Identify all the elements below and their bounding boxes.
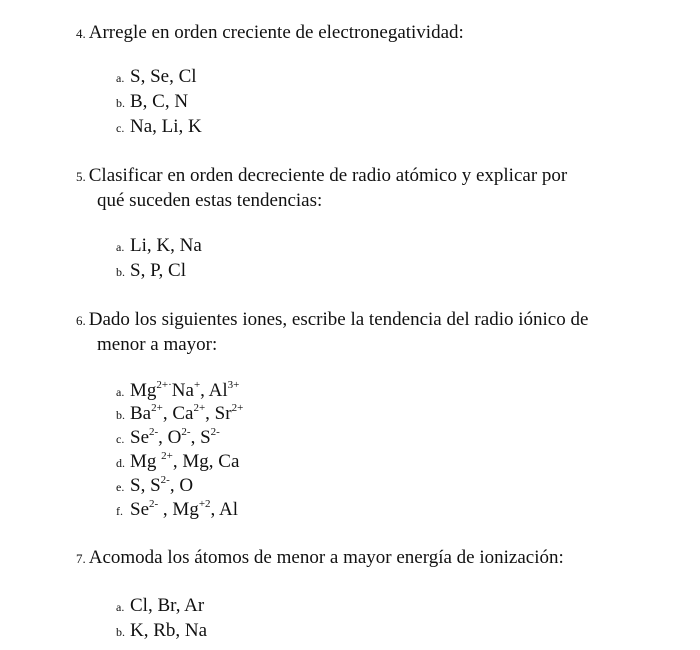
question-text: Acomoda los átomos de menor a mayor energía de ionización: (88, 547, 564, 568)
ion-symbol: , Ca (162, 403, 194, 424)
ion-charge: 2- (210, 425, 220, 438)
option-7a (116, 595, 204, 618)
option-letter: b. (116, 265, 125, 279)
option-text: Cl, Br, Ar (130, 595, 205, 616)
ion-charge: 2+· (156, 378, 172, 391)
ion-symbol: , S (190, 427, 211, 448)
ion-symbol: , Al (210, 499, 238, 520)
option-6c (116, 427, 220, 450)
question-5 (76, 164, 656, 213)
option-4b (116, 91, 188, 114)
ion-charge: 2- (160, 473, 170, 486)
question-7 (76, 546, 656, 571)
ion-charge: 2+ (193, 401, 206, 414)
option-letter: f. (116, 504, 123, 518)
option-text: K, Rb, Na (130, 620, 208, 641)
option-letter: b. (116, 625, 125, 639)
option-text: S, P, Cl (130, 260, 186, 281)
option-letter: b. (116, 408, 125, 422)
ion-symbol: , O (158, 427, 182, 448)
ion-charge: +2 (198, 497, 211, 510)
question-number: 4. (76, 26, 86, 41)
ion-symbol: Mg (130, 380, 157, 401)
option-text: B, C, N (130, 91, 189, 112)
question-text: Arregle en orden creciente de electronegatividad: (88, 22, 464, 43)
ion-charge: 3+ (227, 378, 240, 391)
option-letter: c. (116, 432, 125, 446)
ion-symbol: , Mg, Ca (172, 451, 240, 472)
ion-charge: 2- (149, 425, 159, 438)
option-letter: b. (116, 96, 125, 110)
ion-symbol: , Sr (205, 403, 232, 424)
option-6e (116, 475, 193, 498)
ion-symbol: , Al (200, 380, 228, 401)
option-letter: d. (116, 456, 125, 470)
ion-symbol: Ba (130, 403, 152, 424)
question-text-line-1: Clasificar en orden decreciente de radio atómico y explicar por (88, 165, 568, 186)
option-text: S, Se, Cl (130, 66, 197, 87)
question-number: 7. (76, 551, 86, 566)
ion-symbol: Se (130, 427, 149, 448)
option-6f (116, 499, 238, 522)
option-5a (116, 235, 202, 258)
option-letter: a. (116, 240, 125, 254)
question-4 (76, 21, 656, 46)
option-text: Li, K, Na (130, 235, 202, 256)
ion-charge: 2+ (231, 401, 244, 414)
option-4c (116, 116, 202, 139)
ion-charge: 2+ (161, 449, 173, 462)
option-letter: c. (116, 121, 125, 135)
option-letter: a. (116, 71, 125, 85)
option-letter: e. (116, 480, 125, 494)
option-5b (116, 260, 186, 283)
question-6 (76, 308, 656, 357)
option-7b (116, 620, 207, 643)
ion-symbol: , O (169, 475, 194, 496)
ion-charge: 2- (181, 425, 191, 438)
ion-symbol: Mg (130, 451, 162, 472)
ion-symbol: , Mg (158, 499, 199, 520)
option-letter: a. (116, 385, 125, 399)
ion-charge: + (193, 378, 201, 391)
question-number: 6. (76, 313, 86, 328)
ion-symbol: Se (130, 499, 149, 520)
option-6d (116, 451, 239, 474)
option-letter: a. (116, 600, 125, 614)
option-6b (116, 403, 243, 426)
option-text: Na, Li, K (130, 116, 202, 137)
question-number: 5. (76, 169, 86, 184)
ion-symbol: S, S (130, 475, 161, 496)
ion-symbol: Na (171, 380, 194, 401)
question-text-line-2: qué suceden estas tendencias: (97, 190, 323, 211)
ion-charge: 2+ (151, 401, 163, 414)
option-6a (116, 380, 239, 403)
ion-charge: 2- (149, 497, 159, 510)
question-text-line-1: Dado los siguientes iones, escribe la tendencia del radio iónico de (88, 309, 589, 330)
question-text-line-2: menor a mayor: (97, 334, 218, 355)
option-4a (116, 66, 197, 89)
